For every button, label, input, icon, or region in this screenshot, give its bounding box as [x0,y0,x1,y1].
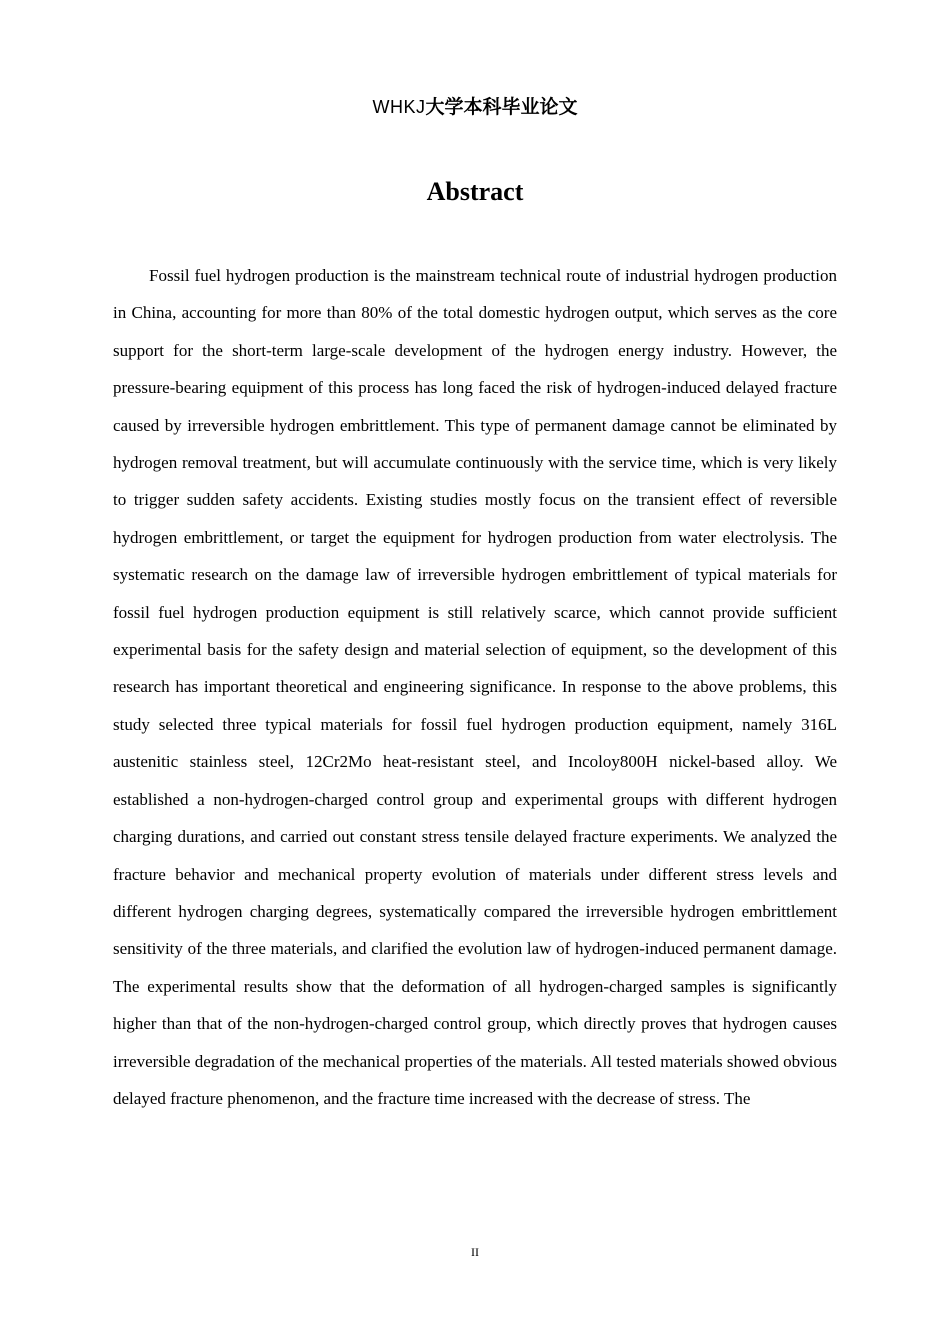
header-latin: WHKJ [372,97,426,117]
header-cjk: 大学本科毕业论文 [425,96,578,118]
running-header [0,94,950,121]
abstract-title: Abstract [426,177,524,206]
page-number: II [471,1245,479,1259]
abstract-body: Fossil fuel hydrogen production is the mainstream technical route of industrial hydrogen production in China, accounting for more than 80% of the total domestic hydrogen output, which serves as the core support for the short-term large-scale development of the hydrogen energy industry. However, the pressure-bearing equipment of this process has long faced the risk of hydrogen-induced delayed fracture caused by irreversible hydrogen embrittlement. This type of permanent damage cannot be eliminated by hydrogen removal treatment, but will accumulate continuously with the service time, which is very likely to trigger sudden safety accidents. Existing studies mostly focus on the transient effect of reversible hydrogen embrittlement, or target the equipment for hydrogen production from water electrolysis. The systematic research on the damage law of irreversible hydrogen embrittlement of typical materials for fossil fuel hydrogen production equipment is still relatively scarce, which cannot provide sufficient experimental basis for the safety design and material selection of equipment, so the development of this research has important theoretical and engineering significance. In response to the above problems, this study selected three typical materials for fossil fuel hydrogen production equipment, namely 316L austenitic stainless steel, 12Cr2Mo heat-resistant steel, and Incoloy800H nickel-based alloy. We established a non-hydrogen-charged control group and experimental groups with different hydrogen charging durations, and carried out constant stress tensile delayed fracture experiments. We analyzed the fracture behavior and mechanical property evolution of materials under different stress levels and different hydrogen charging degrees, systematically compared the irreversible hydrogen embrittlement sensitivity of the three materials, and clarified the evolution law of hydrogen-induced permanent damage. The experimental results show that the deformation of all hydrogen-charged samples is significantly higher than that of the non-hydrogen-charged control group, which directly proves that hydrogen causes irreversible degradation of the mechanical properties of the materials. All tested materials showed obvious delayed fracture phenomenon, and the fracture time increased with the decrease of stress. The [113,266,837,1108]
